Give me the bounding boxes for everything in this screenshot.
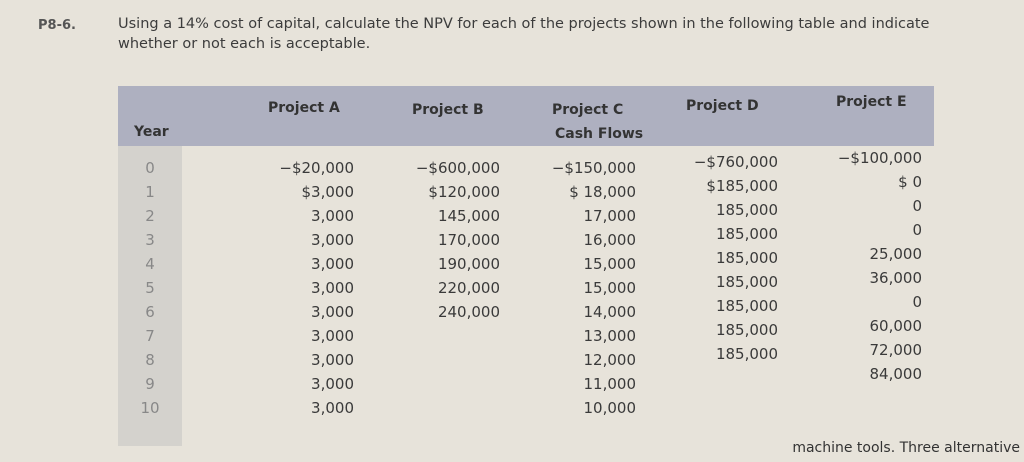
cash-flow-cell: $ 18,000 <box>569 183 636 201</box>
cash-flow-cell: 145,000 <box>437 207 500 225</box>
cash-flow-cell: 185,000 <box>715 273 778 291</box>
year-cell: 7 <box>145 327 155 345</box>
cash-flow-cell: 185,000 <box>715 201 778 219</box>
cash-flow-cell: 3,000 <box>311 351 354 369</box>
year-cell: 0 <box>145 159 155 177</box>
year-cell: 9 <box>145 375 155 393</box>
cash-flow-cell: $120,000 <box>428 183 500 201</box>
cash-flow-cell: 3,000 <box>311 255 354 273</box>
cash-flow-cell: 15,000 <box>583 255 636 273</box>
cash-flow-cell: 84,000 <box>869 365 922 383</box>
year-cell: 8 <box>145 351 155 369</box>
cash-flow-cell: 185,000 <box>715 297 778 315</box>
cash-flow-cell: 220,000 <box>437 279 500 297</box>
project-a-column <box>250 156 354 420</box>
cash-flow-cell: 11,000 <box>583 375 636 393</box>
year-cell: 4 <box>145 255 155 273</box>
cash-flow-cell: 240,000 <box>437 303 500 321</box>
project-e-column <box>812 146 922 386</box>
cash-flow-cell: 12,000 <box>583 351 636 369</box>
year-header: Year <box>134 124 169 140</box>
cash-flow-cell: −$600,000 <box>415 159 500 177</box>
cash-flow-cell: 3,000 <box>311 303 354 321</box>
cash-flow-cell: 60,000 <box>869 317 922 335</box>
cash-flow-cell: 190,000 <box>437 255 500 273</box>
cash-flow-cell: 3,000 <box>311 279 354 297</box>
cash-flow-cell: 17,000 <box>583 207 636 225</box>
cash-flow-cell: $185,000 <box>706 177 778 195</box>
cash-flow-cell: 15,000 <box>583 279 636 297</box>
project-d-header: Project D <box>686 98 759 114</box>
footer-partial-text: machine tools. Three alternative <box>792 440 1020 456</box>
cash-flow-cell: 3,000 <box>311 207 354 225</box>
problem-label: P8-6. <box>38 18 76 33</box>
cash-flow-cell: −$150,000 <box>551 159 636 177</box>
cash-flow-cell: 185,000 <box>715 225 778 243</box>
cash-flow-cell: 0 <box>912 197 922 215</box>
cash-flow-cell: 3,000 <box>311 375 354 393</box>
cash-flow-cell: 72,000 <box>869 341 922 359</box>
cash-flow-cell: −$20,000 <box>279 159 354 177</box>
cash-flow-cell: 0 <box>912 293 922 311</box>
cash-flow-cell: 13,000 <box>583 327 636 345</box>
cash-flow-cell: −$100,000 <box>837 149 922 167</box>
cash-flow-cell: 3,000 <box>311 399 354 417</box>
project-c-column <box>528 156 636 420</box>
table-header-band <box>118 86 934 146</box>
project-b-column <box>386 156 500 324</box>
project-b-header: Project B <box>412 102 484 118</box>
cash-flow-cell: 3,000 <box>311 327 354 345</box>
project-d-column <box>666 150 778 366</box>
cash-flow-cell: 3,000 <box>311 231 354 249</box>
year-cell: 6 <box>145 303 155 321</box>
cash-flow-cell: 16,000 <box>583 231 636 249</box>
project-a-header: Project A <box>268 100 340 116</box>
year-cell: 5 <box>145 279 155 297</box>
problem-prompt: Using a 14% cost of capital, calculate the NPV for each of the projects shown in the following table and indicate whether or not each is acceptable. <box>118 16 930 52</box>
project-e-header: Project E <box>836 94 907 110</box>
cash-flow-cell: 185,000 <box>715 249 778 267</box>
cash-flow-cell: 170,000 <box>437 231 500 249</box>
year-cell: 3 <box>145 231 155 249</box>
cash-flows-header: Cash Flows <box>555 126 644 142</box>
cash-flow-cell: 185,000 <box>715 321 778 339</box>
cash-flow-cell: −$760,000 <box>693 153 778 171</box>
cash-flow-cell: 36,000 <box>869 269 922 287</box>
year-cell: 10 <box>140 399 160 417</box>
cash-flow-cell: 10,000 <box>583 399 636 417</box>
year-cell: 2 <box>145 207 155 225</box>
cash-flow-cell: $ 0 <box>898 173 922 191</box>
project-c-header: Project C <box>552 102 624 118</box>
year-cell: 1 <box>145 183 155 201</box>
cash-flow-cell: 0 <box>912 221 922 239</box>
cash-flow-cell: 185,000 <box>715 345 778 363</box>
cash-flow-cell: $3,000 <box>301 183 354 201</box>
cash-flow-cell: 25,000 <box>869 245 922 263</box>
cash-flow-cell: 14,000 <box>583 303 636 321</box>
years-column <box>130 156 170 420</box>
